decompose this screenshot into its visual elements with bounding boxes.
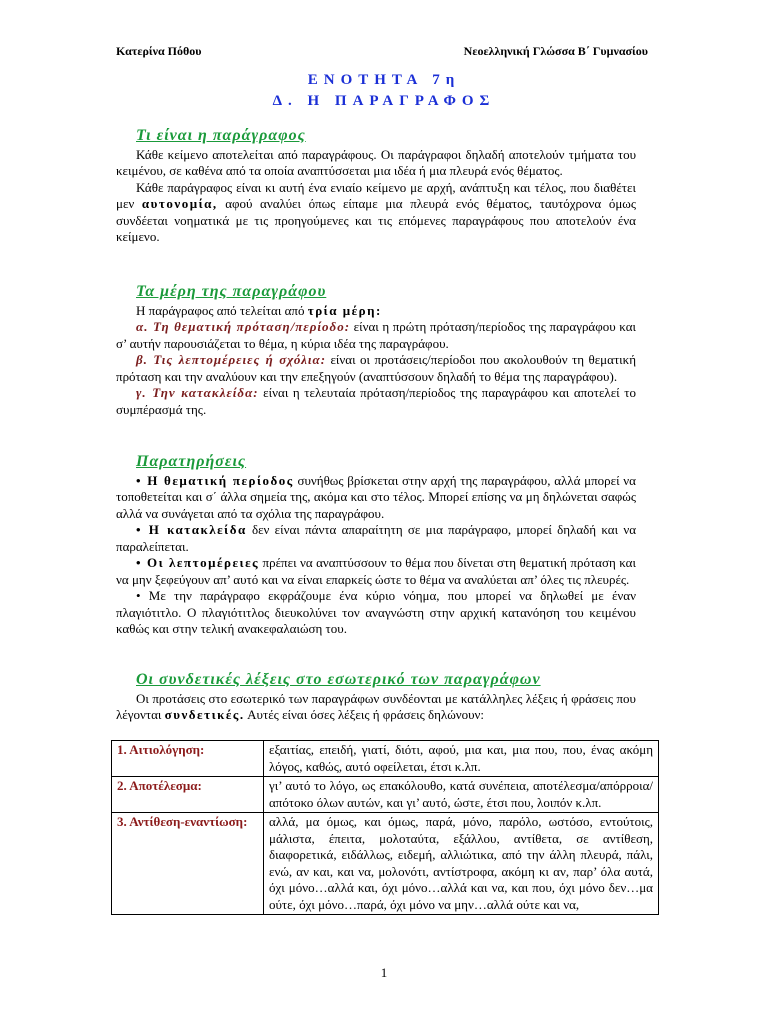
- table-row: [112, 741, 659, 777]
- part-label: α. Τη θεματική πρόταση/περίοδο:: [136, 319, 351, 334]
- section-parts: [116, 284, 636, 418]
- bold-term: • Οι λεπτομέρειες: [136, 555, 260, 570]
- bold-term: αυτονομία,: [141, 196, 218, 211]
- unit-title: ΕΝΟΤΗΤΑ 7η: [307, 72, 461, 88]
- paragraph: Κάθε παράγραφος είναι κι αυτή ένα ενιαίο κείμενο με αρχή, ανάπτυξη και τέλος, που διαθέτει μεν αυτονομία, αφού αναλύει όπως είπαμε μια πλευρά ενός θέματος, ταυτόχρονα όμως συνδέεται νοηματικά με τις προηγούμενες και τις επόμενες παραγράφους που αποτελούν ένα κείμενο.: [116, 179, 637, 244]
- part-a: α. Τη θεματική πρόταση/περίοδο: είναι η πρώτη πρόταση/περίοδος της παραγράφου και σ’ αυτήν παρουσιάζεται το θέμα, η κύρια ιδέα της παραγράφου.: [116, 319, 636, 351]
- bold-term: • Η κατακλείδα: [136, 522, 247, 537]
- words-cell: γι’ αυτό το λόγο, ως επακόλουθο, κατά συνέπεια, αποτέλεσμα/απόρροια/απότοκο όλων αυτών, και γι’ αυτό, ώστε, έτσι που, λοιπόν κ.λπ.: [264, 777, 659, 813]
- chapter-title: Δ. Η ΠΑΡΑΓΡΑΦΟΣ: [272, 93, 496, 109]
- section-heading: Οι συνδετικές λέξεις στο εσωτερικό των παραγράφων: [136, 671, 541, 688]
- words-cell: εξαιτίας, επειδή, γιατί, διότι, αφού, μια και, μια που, που, ένας ακόμη λόγος, καθώς, αυτό οφείλεται, έτσι κ.λπ.: [264, 741, 659, 777]
- paragraph: Κάθε κείμενο αποτελείται από παραγράφους. Οι παράγραφοι δηλαδή αποτελούν τμήματα του κειμένου, σε καθένα από τα οποία αναπτύσσεται μια ιδέα ή μια πλευρά ενός θέματος.: [116, 146, 636, 178]
- table-row: [112, 813, 659, 915]
- table-row: [112, 777, 659, 813]
- section-what: [116, 128, 636, 246]
- bold-term: τρία μέρη:: [307, 302, 382, 318]
- connectives-table: [111, 740, 659, 915]
- note-item: • Με την παράγραφο εκφράζουμε ένα κύριο νόημα, που μπορεί να δηλωθεί με έναν πλαγιότιτλο. Ο πλαγιότιτλος διευκολύνει τον αναγνώστη στην αρχική κατανόηση του κειμένου καθώς και στην τελική ανακεφαλαιώση του.: [116, 588, 636, 636]
- part-label: β. Τις λεπτομέρειες ή σχόλια:: [136, 352, 327, 367]
- bold-term: • Η θεματική περίοδος: [136, 472, 294, 488]
- section-heading: Τι είναι η παράγραφος: [136, 127, 306, 144]
- bold-term: συνδετικές.: [164, 707, 245, 722]
- category-cell: 1. Αιτιολόγηση:: [112, 741, 264, 777]
- category-cell: 2. Αποτέλεσμα:: [112, 777, 264, 813]
- header-course: Νεοελληνική Γλώσσα Β΄ Γυμνασίου: [463, 44, 648, 58]
- section-heading: Τα μέρη της παραγράφου: [136, 283, 327, 300]
- part-c: γ. Την κατακλείδα: είναι η τελευταία πρόταση/περίοδος της παραγράφου και αποτελεί το συμπέρασμά της.: [116, 385, 636, 417]
- note-item: • Η θεματική περίοδος συνήθως βρίσκεται στην αρχή της παραγράφου, αλλά μπορεί να τοποθετείται και σ΄ άλλα σημεία της, ακόμα και στο τέλος. Μπορεί επίσης να μη δηλώνεται σαφώς αλλά να συνάγεται από τα σχόλια της παραγράφου.: [116, 472, 636, 521]
- note-item: • Οι λεπτομέρειες πρέπει να αναπτύσσουν το θέμα που δίνεται στη θεματική πρόταση και να μην ξεφεύγουν απ’ αυτό και να είναι επαρκείς ώστε το θέμα να αναλύεται απ’ όλες τις πλευρές.: [116, 555, 636, 587]
- part-b: β. Τις λεπτομέρειες ή σχόλια: είναι οι προτάσεις/περίοδοι που ακολουθούν τη θεματική πρόταση και την αναλύουν και την επεξηγούν (αναπτύσσουν δηλαδή το θέμα της παραγράφου).: [116, 352, 637, 384]
- page-number: 1: [380, 965, 388, 980]
- section-heading: Παρατηρήσεις: [136, 453, 247, 470]
- header-author: Κατερίνα Πόθου: [116, 44, 202, 58]
- category-cell: 3. Αντίθεση-εναντίωση:: [112, 813, 264, 915]
- words-cell: αλλά, μα όμως, και όμως, παρά, μόνο, παρόλο, ωστόσο, εντούτοις, μάλιστα, έπειτα, μολοταύτα, εξάλλου, αντίθετα, σε αντίθεση, διαφορετικά, ειδάλλως, ειδεμή, αλλιώτικα, από την άλλη πλευρά, πάλι, ενώ, αν και, και να, μολονότι, αντίστροφα, ακόμη κι αν, παρ’ όλα αυτά, όχι μόνο…αλλά και, όχι μόνο…αλλά και να, και που, όχι μόνο δεν…μα ούτε, όχι μόνο…παρά, όχι μόνο να μην…αλλά ούτε και να,: [264, 813, 659, 915]
- section-connectives: [116, 672, 636, 724]
- part-label: γ. Την κατακλείδα:: [136, 385, 259, 400]
- note-item: • Η κατακλείδα δεν είναι πάντα απαραίτητη σε μια παράγραφο, μπορεί δηλαδή και να παραλείπεται.: [116, 522, 637, 554]
- section-notes: [116, 454, 636, 638]
- paragraph: Η παράγραφος από τελείται από τρία μέρη:: [136, 302, 382, 318]
- paragraph: Οι προτάσεις στο εσωτερικό των παραγράφων συνδέονται με κατάλληλες λέξεις ή φράσεις που λέγονται συνδετικές. Αυτές είναι όσες λέξεις ή φράσεις δηλώνουν:: [116, 690, 636, 722]
